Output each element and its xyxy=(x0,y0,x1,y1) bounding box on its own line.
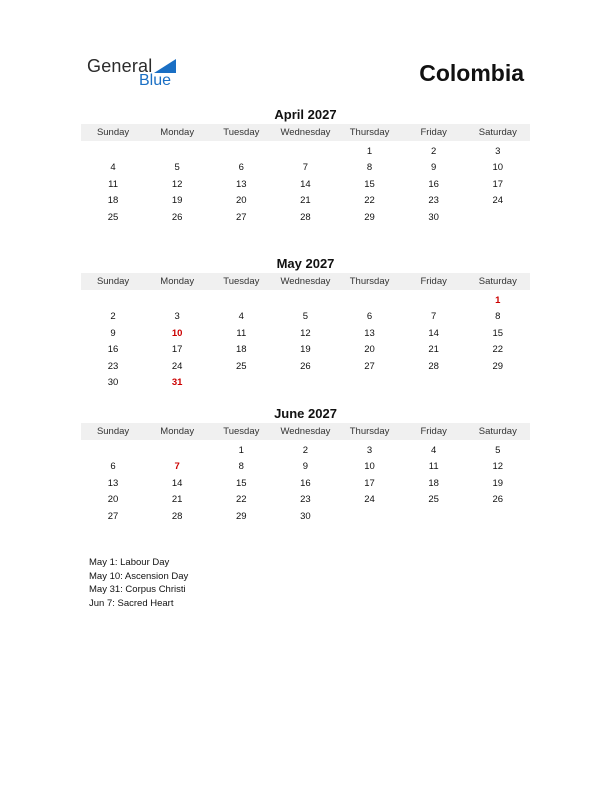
day-cell: 5 xyxy=(302,311,309,323)
day-cell: 18 xyxy=(107,195,119,207)
day-cell: 24 xyxy=(492,195,504,207)
logo-flag-icon xyxy=(154,59,176,73)
country-title: Colombia xyxy=(419,60,524,86)
weekday-label: Saturday xyxy=(478,276,517,287)
day-cell: 14 xyxy=(428,327,439,339)
day-cell: 4 xyxy=(431,444,437,456)
day-cell: 6 xyxy=(238,162,244,174)
week-row xyxy=(81,193,530,210)
weekday-label: Wednesday xyxy=(280,276,331,287)
day-cell: 10 xyxy=(364,461,375,473)
holiday-day-cell: 10 xyxy=(171,327,183,339)
day-cell: 19 xyxy=(300,344,311,356)
day-cell: 17 xyxy=(364,477,375,489)
day-cell: 7 xyxy=(431,311,437,323)
day-cell: 2 xyxy=(302,444,309,456)
day-cell: 26 xyxy=(492,494,504,506)
week-row xyxy=(81,358,530,375)
week-row xyxy=(81,143,530,160)
week-row xyxy=(81,292,530,309)
day-cell: 21 xyxy=(171,494,183,506)
day-cell: 6 xyxy=(110,461,116,473)
month-april xyxy=(81,106,530,226)
weekday-label: Saturday xyxy=(478,426,517,437)
holiday-note: May 31: Corpus Christi xyxy=(89,584,186,595)
day-cell: 30 xyxy=(107,377,119,389)
week-row xyxy=(81,160,530,177)
day-cell: 11 xyxy=(236,327,247,339)
weekday-header xyxy=(81,423,530,440)
week-row xyxy=(81,209,530,226)
weekday-label: Tuesday xyxy=(223,426,260,437)
day-cell: 22 xyxy=(492,344,504,356)
day-cell: 12 xyxy=(300,327,311,339)
week-row xyxy=(81,442,530,459)
day-cell: 5 xyxy=(174,162,180,174)
day-cell: 13 xyxy=(364,327,375,339)
day-cell: 30 xyxy=(428,211,439,223)
day-cell: 9 xyxy=(302,461,309,473)
day-cell: 25 xyxy=(236,360,247,372)
logo-blue-text: Blue xyxy=(139,72,172,89)
day-cell: 27 xyxy=(107,510,119,522)
day-cell: 26 xyxy=(171,211,183,223)
holiday-day-cell: 1 xyxy=(495,294,501,306)
day-cell: 11 xyxy=(108,178,118,190)
week-row xyxy=(81,342,530,359)
day-cell: 27 xyxy=(364,360,375,372)
weekday-label: Tuesday xyxy=(223,276,260,287)
holiday-note: Jun 7: Sacred Heart xyxy=(89,597,174,609)
day-cell: 20 xyxy=(107,494,119,506)
day-cell: 28 xyxy=(428,360,439,372)
week-row xyxy=(81,475,530,492)
weekday-label: Saturday xyxy=(478,127,517,138)
holiday-day-cell: 31 xyxy=(171,377,183,389)
weekday-header xyxy=(81,124,530,141)
day-cell: 24 xyxy=(364,494,375,506)
day-cell: 20 xyxy=(236,195,247,207)
day-cell: 1 xyxy=(366,145,373,157)
day-cell: 16 xyxy=(300,477,311,489)
holiday-note: May 10: Ascension Day xyxy=(89,570,189,582)
day-cell: 21 xyxy=(300,195,311,207)
day-cell: 15 xyxy=(236,477,247,489)
day-cell: 8 xyxy=(366,162,373,174)
month-title: June 2027 xyxy=(274,406,337,421)
day-cell: 20 xyxy=(364,344,375,356)
day-cell: 6 xyxy=(366,311,373,323)
day-cell: 28 xyxy=(171,510,183,522)
day-cell: 23 xyxy=(107,360,119,372)
day-cell: 25 xyxy=(107,211,119,223)
weekday-label: Sunday xyxy=(96,276,130,287)
week-row xyxy=(81,508,530,525)
day-cell: 30 xyxy=(300,510,311,522)
day-cell: 22 xyxy=(364,195,375,207)
weekday-label: Monday xyxy=(160,276,195,287)
holiday-day-cell: 7 xyxy=(174,461,180,473)
weekday-label: Thursday xyxy=(349,276,390,287)
month-may xyxy=(81,255,530,391)
logo-general-text: General xyxy=(87,56,153,76)
week-row xyxy=(81,375,530,392)
day-cell: 13 xyxy=(107,477,119,489)
day-cell: 24 xyxy=(171,360,183,372)
weekday-label: Wednesday xyxy=(280,127,331,138)
month-june xyxy=(81,405,530,525)
day-cell: 23 xyxy=(428,195,439,207)
day-cell: 8 xyxy=(238,461,244,473)
day-cell: 7 xyxy=(302,162,309,174)
weekday-label: Sunday xyxy=(96,127,130,138)
week-row xyxy=(81,309,530,326)
holiday-notes xyxy=(89,556,188,610)
day-cell: 28 xyxy=(300,211,311,223)
day-cell: 11 xyxy=(428,461,439,473)
weekday-label: Thursday xyxy=(349,426,390,437)
day-cell: 8 xyxy=(495,311,501,323)
weekday-label: Sunday xyxy=(96,426,130,437)
day-cell: 12 xyxy=(171,178,183,190)
generalblue-logo xyxy=(87,56,187,92)
weekday-label: Monday xyxy=(160,426,195,437)
day-cell: 4 xyxy=(238,311,244,323)
day-cell: 17 xyxy=(171,344,183,356)
weekday-label: Monday xyxy=(160,127,195,138)
day-cell: 9 xyxy=(431,162,437,174)
day-cell: 27 xyxy=(236,211,247,223)
day-cell: 26 xyxy=(300,360,311,372)
day-cell: 1 xyxy=(238,444,244,456)
day-cell: 29 xyxy=(236,510,247,522)
day-cell: 25 xyxy=(428,494,439,506)
day-cell: 22 xyxy=(236,494,247,506)
weekday-label: Thursday xyxy=(349,127,390,138)
week-row xyxy=(81,492,530,509)
day-cell: 18 xyxy=(236,344,247,356)
day-cell: 3 xyxy=(495,145,501,157)
day-cell: 10 xyxy=(492,162,504,174)
day-cell: 17 xyxy=(492,178,504,190)
weekday-label: Friday xyxy=(420,426,447,437)
day-cell: 2 xyxy=(110,311,116,323)
day-cell: 3 xyxy=(366,444,373,456)
week-row xyxy=(81,176,530,193)
day-cell: 19 xyxy=(492,477,504,489)
day-cell: 29 xyxy=(492,360,504,372)
weekday-label: Friday xyxy=(420,127,447,138)
day-cell: 16 xyxy=(107,344,119,356)
day-cell: 2 xyxy=(431,145,437,157)
day-cell: 12 xyxy=(492,461,504,473)
day-cell: 19 xyxy=(171,195,183,207)
day-cell: 4 xyxy=(110,162,116,174)
day-cell: 13 xyxy=(236,178,247,190)
month-title: April 2027 xyxy=(274,107,337,122)
weekday-label: Wednesday xyxy=(280,426,331,437)
week-row xyxy=(81,459,530,476)
week-row xyxy=(81,325,530,342)
day-cell: 14 xyxy=(300,178,311,190)
day-cell: 9 xyxy=(110,327,116,339)
day-cell: 15 xyxy=(492,327,504,339)
day-cell: 3 xyxy=(174,311,180,323)
holiday-note: May 1: Labour Day xyxy=(89,557,170,568)
month-title: May 2027 xyxy=(276,256,335,271)
day-cell: 18 xyxy=(428,477,439,489)
day-cell: 15 xyxy=(364,178,375,190)
weekday-label: Friday xyxy=(420,276,447,287)
day-cell: 29 xyxy=(364,211,375,223)
day-cell: 23 xyxy=(300,494,311,506)
day-cell: 14 xyxy=(171,477,183,489)
day-cell: 21 xyxy=(428,344,439,356)
day-cell: 16 xyxy=(428,178,439,190)
day-cell: 5 xyxy=(495,444,501,456)
weekday-header xyxy=(81,273,530,290)
weekday-label: Tuesday xyxy=(223,127,260,138)
